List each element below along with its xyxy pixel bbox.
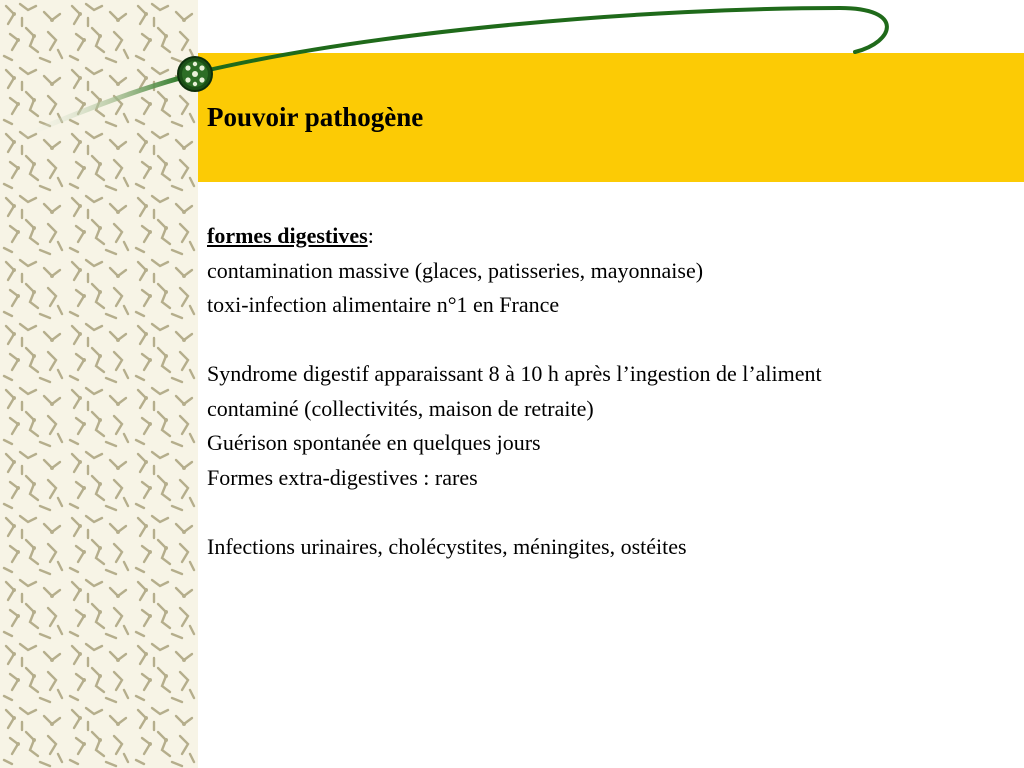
body-line-toxi-infection: toxi-infection alimentaire n°1 en France <box>207 292 560 317</box>
body-line-contamination: contamination massive (glaces, patisseries, mayonnaise) <box>207 257 704 283</box>
molecule-pattern-icon <box>0 0 198 768</box>
decorative-pattern-strip <box>0 0 198 768</box>
body-line-infections: Infections urinaires, cholécystites, méningites, ostéites <box>207 533 687 559</box>
section-heading: formes digestives <box>207 223 368 248</box>
spacer <box>207 323 1012 358</box>
slide-body <box>207 219 1012 564</box>
body-line-guerison: Guérison spontanée en quelques jours <box>207 430 541 455</box>
body-line-syndrome: Syndrome digestif apparaissant 8 à 10 h après l’ingestion de l’aliment <box>207 361 822 386</box>
body-line-contamine: contaminé (collectivités, maison de retraite) <box>207 395 594 421</box>
heading-line <box>207 219 1012 254</box>
heading-colon: : <box>367 223 374 248</box>
slide-title: Pouvoir pathogène <box>207 102 424 132</box>
body-line-extra-digestives: Formes extra-digestives : rares <box>207 464 478 490</box>
spacer <box>207 495 1012 530</box>
